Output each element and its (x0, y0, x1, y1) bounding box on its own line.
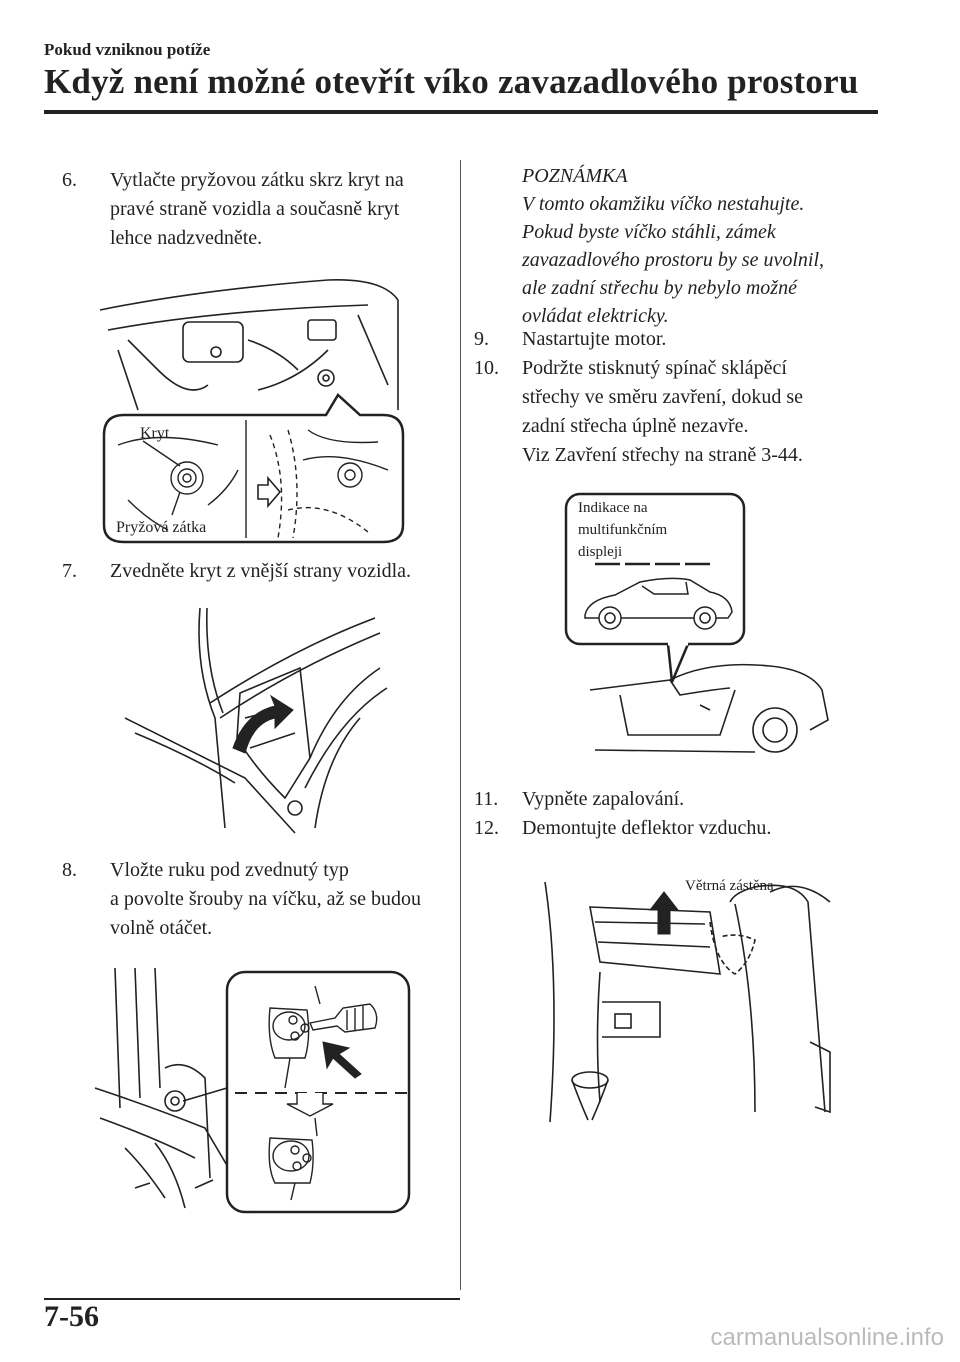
step-text: Vytlačte pryžovou zátku skrz kryt na pravé straně vozidla a současně kryt lehce nadzvedněte. (110, 169, 404, 249)
label-display-3: displeji (578, 544, 623, 560)
step-11 (474, 785, 874, 815)
step-9 (474, 325, 874, 355)
step-6 (62, 166, 452, 256)
figure-loosen-screws (95, 968, 415, 1218)
step-number: 7. (62, 560, 77, 582)
figure-lift-cover (125, 608, 395, 838)
note-heading: POZNÁMKA (522, 165, 628, 187)
note-block: POZNÁMKA V tomto okamžiku víčko nestahujte. Pokud byste víčko stáhli, zámek zavazadlového prostoru by se uvolnil, ale zadní střechu by nebylo možné ovládat elektricky. (522, 162, 882, 330)
figure-wind-deflector (540, 862, 840, 1132)
step-text: Nastartujte motor. (522, 328, 667, 350)
section-heading: Pokud vzniknou potíže (44, 40, 211, 59)
step-text: Demontujte deflektor vzduchu. (522, 817, 772, 839)
step-number: 9. (474, 328, 489, 350)
step-10 (474, 354, 874, 472)
step-8 (62, 856, 452, 946)
step-number: 10. (474, 357, 499, 379)
label-display-1: Indikace na (578, 500, 648, 516)
step-number: 8. (62, 859, 77, 881)
step-12 (474, 814, 874, 844)
step-text: Podržte stisknutý spínač sklápěcí střechy ve směru zavření, dokud se zadní střecha úplně nezavře. Viz Zavření střechy na straně 3-44. (522, 357, 804, 466)
page-number: 7-56 (44, 1300, 99, 1333)
label-wind-deflector: Větrná zástěna (685, 878, 774, 894)
footer-rule (44, 1298, 460, 1300)
figure-multifunction-display (560, 490, 840, 760)
step-number: 12. (474, 817, 499, 839)
page-title: Když není možné otevřít víko zavazadlového prostoru (44, 62, 859, 101)
title-rule (44, 110, 878, 114)
step-7 (62, 557, 452, 587)
step-text: Zvedněte kryt z vnější strany vozidla. (110, 560, 412, 582)
label-cover: Kryt (140, 425, 170, 442)
column-divider (460, 160, 461, 1290)
figure-rubber-plug (98, 270, 418, 545)
label-display-2: multifunkčním (578, 522, 668, 538)
step-text: Vypněte zapalování. (522, 788, 685, 810)
step-number: 6. (62, 169, 77, 191)
step-number: 11. (474, 788, 499, 810)
watermark: carmanualsonline.info (710, 1324, 944, 1351)
label-rubber-plug: Pryžová zátka (116, 519, 207, 536)
step-text: Vložte ruku pod zvednutý typ a povolte šrouby na víčku, až se budou volně otáčet. (110, 859, 422, 939)
